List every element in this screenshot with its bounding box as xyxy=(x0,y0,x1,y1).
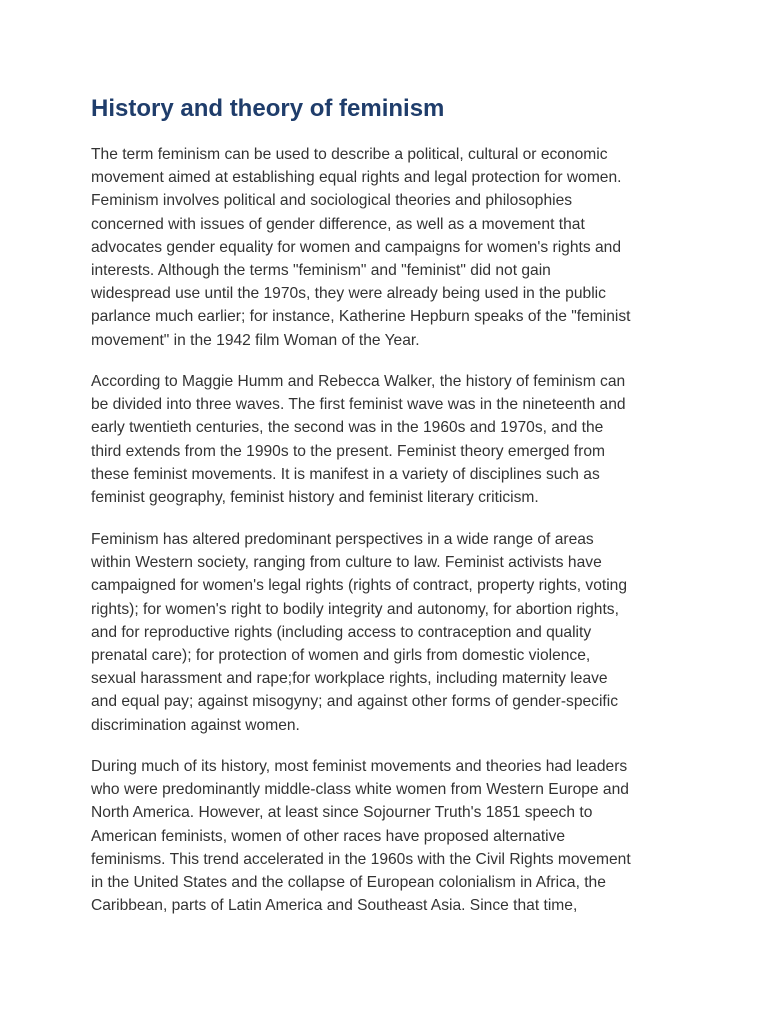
page-title: History and theory of feminism xyxy=(91,95,445,122)
paragraph-perspectives: Feminism has altered predominant perspectives in a wide range of areas within Western society, ranging from culture to law. Feminist activists have campaigned for women's legal rights (rights of contract, property rights, voting rights); for women's right to bodily integrity and autonomy, for abortion rights, and for reproductive rights (including access to contraception and quality prenatal care); for protection of women and girls from domestic violence, sexual harassment and rape;for workplace rights, including maternity leave and equal pay; against misogyny; and against other forms of gender-specific discrimination against women. xyxy=(91,531,628,734)
paragraph-definition: The term feminism can be used to describe a political, cultural or economic movement aimed at establishing equal rights and legal protection for women. Feminism involves political and sociological theories and philosophies concerned with issues of gender difference, as well as a movement that advocates gender equality for women and campaigns for women's rights and interests. Although the terms "feminism" and "feminist" did not gain widespread use until the 1970s, they were already being used in the public parlance much earlier; for instance, Katherine Hepburn speaks of the "feminist movement" in the 1942 film Woman of the Year. xyxy=(91,146,631,349)
paragraph-three-waves: According to Maggie Humm and Rebecca Walker, the history of feminism can be divided into three waves. The first feminist wave was in the nineteenth and early twentieth centuries, the second was in the 1960s and 1970s, and the third extends from the 1990s to the present. Feminist theory emerged from these feminist movements. It is manifest in a variety of disciplines such as feminist geography, feminist history and feminist literary criticism. xyxy=(91,373,626,507)
paragraph-history-leaders: During much of its history, most feminist movements and theories had leaders who were predominantly middle-class white women from Western Europe and North America. However, at least since Sojourner Truth's 1851 speech to American feminists, women of other races have proposed alternative feminisms. This trend accelerated in the 1960s with the Civil Rights movement in the United States and the collapse of European colonialism in Africa, the Caribbean, parts of Latin America and Southeast Asia. Since that time, xyxy=(91,758,631,915)
